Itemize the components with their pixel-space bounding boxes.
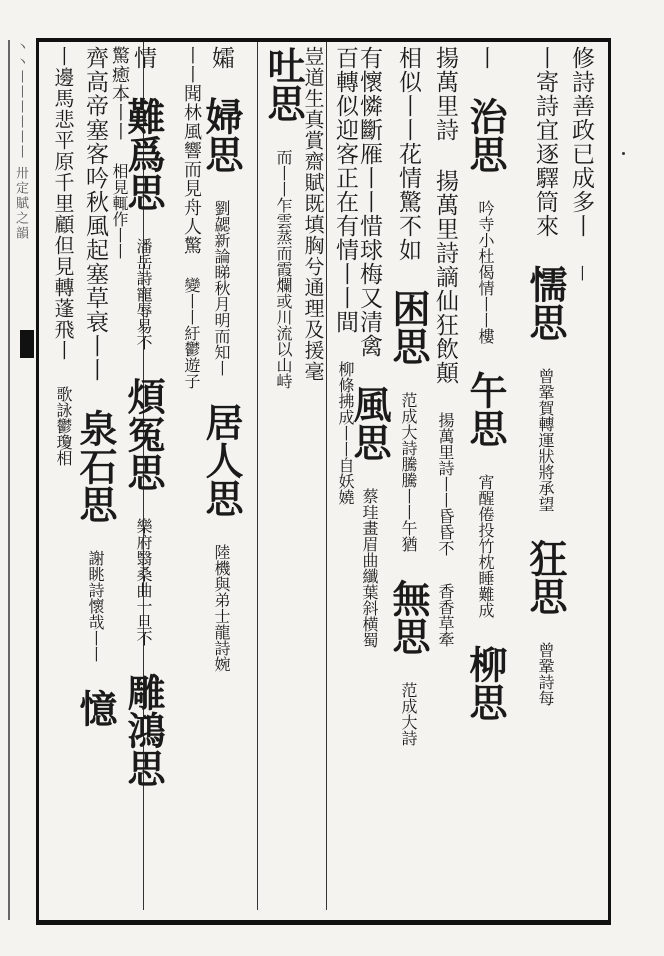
text-column-8: [261, 46, 306, 906]
headword: 無思: [386, 579, 431, 655]
headword: 困思: [386, 289, 431, 365]
annotation: 范成大詩: [399, 682, 418, 746]
column-text: 百轉似迎客正在有情丨丨間: [332, 46, 358, 334]
column-text: 修詩善政已成多丨: [568, 46, 594, 238]
annotation: 柳條拂成丨丨自妖嬈: [336, 361, 355, 505]
text-column-5: [386, 46, 431, 906]
annotation: 謝眺詩懷哉丨丨: [86, 550, 105, 662]
edge-glyphs: 丶丶丨丨丨丨丨丨 卅定賦之韻: [13, 40, 28, 242]
column-text: 丨: [572, 265, 591, 281]
text-column-2: [523, 46, 568, 906]
annotation: 蔡珪畫眉曲纖葉斜横蜀: [360, 488, 379, 648]
headword: 懦思: [523, 265, 568, 341]
text-column-10: [199, 46, 244, 906]
text-column-15: [48, 46, 78, 906]
headword: 煩冤思: [121, 377, 166, 491]
headword: 難爲思: [121, 97, 166, 211]
column-text: 驚癒本丨丨: [109, 46, 130, 141]
column-text: 孀: [208, 46, 234, 70]
annotation: 曾鞏詩每: [536, 642, 555, 706]
annotation: 吟寺小杜偈情丨丨樓: [476, 200, 495, 344]
column-text: 丨寄詩宜逐驛筒來: [532, 46, 558, 238]
headword: 吐思: [261, 46, 306, 122]
previous-page-edge: [0, 40, 34, 920]
text-column-4: [430, 46, 460, 906]
column-text: 揚萬里詩: [432, 46, 458, 142]
annotation: 范成大詩騰騰丨丨午猶: [399, 392, 418, 552]
headword: 憶: [73, 689, 118, 727]
annotation: 潘岳詩寵辱易不: [134, 238, 153, 350]
annotation: 變丨丨紆鬱遊子: [182, 277, 201, 389]
headword: 婦思: [199, 97, 244, 173]
annotation: 相見輒作丨丨: [110, 163, 129, 259]
headword: 午思: [463, 371, 508, 447]
column-text: 揚萬里詩謫仙狂飲顛: [432, 169, 458, 385]
headword: 居人思: [199, 403, 244, 517]
headword: 治思: [463, 97, 508, 173]
text-column-3: [463, 46, 508, 906]
annotation: 宵醒倦投竹枕睡難成: [476, 474, 495, 618]
annotation: 歌詠鬱瓊相: [54, 386, 73, 466]
text-column-14: [73, 46, 118, 906]
headword: 泉石思: [73, 409, 118, 523]
text-column-7: [330, 46, 360, 906]
column-text: 丨丨聞林風響而見舟人驚: [181, 46, 202, 255]
text-column-1: [566, 46, 596, 906]
frame-left-rule: [36, 38, 39, 922]
headword: 雕鴻思: [121, 673, 166, 787]
column-text: 丨邊馬悲平原千里顧但見轉蓬飛丨: [51, 46, 75, 361]
headword: 狂思: [523, 539, 568, 615]
column-text: 齊高帝塞客吟秋風起塞草衰丨丨: [82, 46, 108, 382]
annotation: 陸機與弟士龍詩婉: [212, 544, 231, 672]
annotation: 劉勰新論睇秋月明而知丨: [212, 200, 231, 376]
text-column-9: [298, 46, 328, 906]
annotation: 香香草牽: [436, 583, 455, 647]
column-divider: [257, 42, 258, 910]
annotation: 曾鞏賀轉運狀將承望: [536, 368, 555, 512]
column-text: 相似丨丨花情驚不如: [395, 46, 421, 262]
annotation: 揚萬里詩丨丨昏昏不: [436, 412, 455, 556]
headword: 風思: [347, 385, 392, 461]
column-text: 丨: [472, 46, 498, 70]
column-text: 有懷憐斷雁丨丨惜球梅又清禽: [356, 46, 382, 358]
annotation: 樂府翳桑曲一旦不: [134, 518, 153, 646]
headword: 柳思: [463, 645, 508, 721]
annotation: 而丨丨乍雲蒸而霞爛或川流以山峙: [274, 149, 293, 389]
ink-speck: [622, 152, 625, 155]
column-text: 情: [130, 46, 156, 70]
text-column-11: [176, 46, 206, 906]
column-text: 豈道生真賞齋賦既填胸兮通理及援毫: [301, 46, 325, 382]
